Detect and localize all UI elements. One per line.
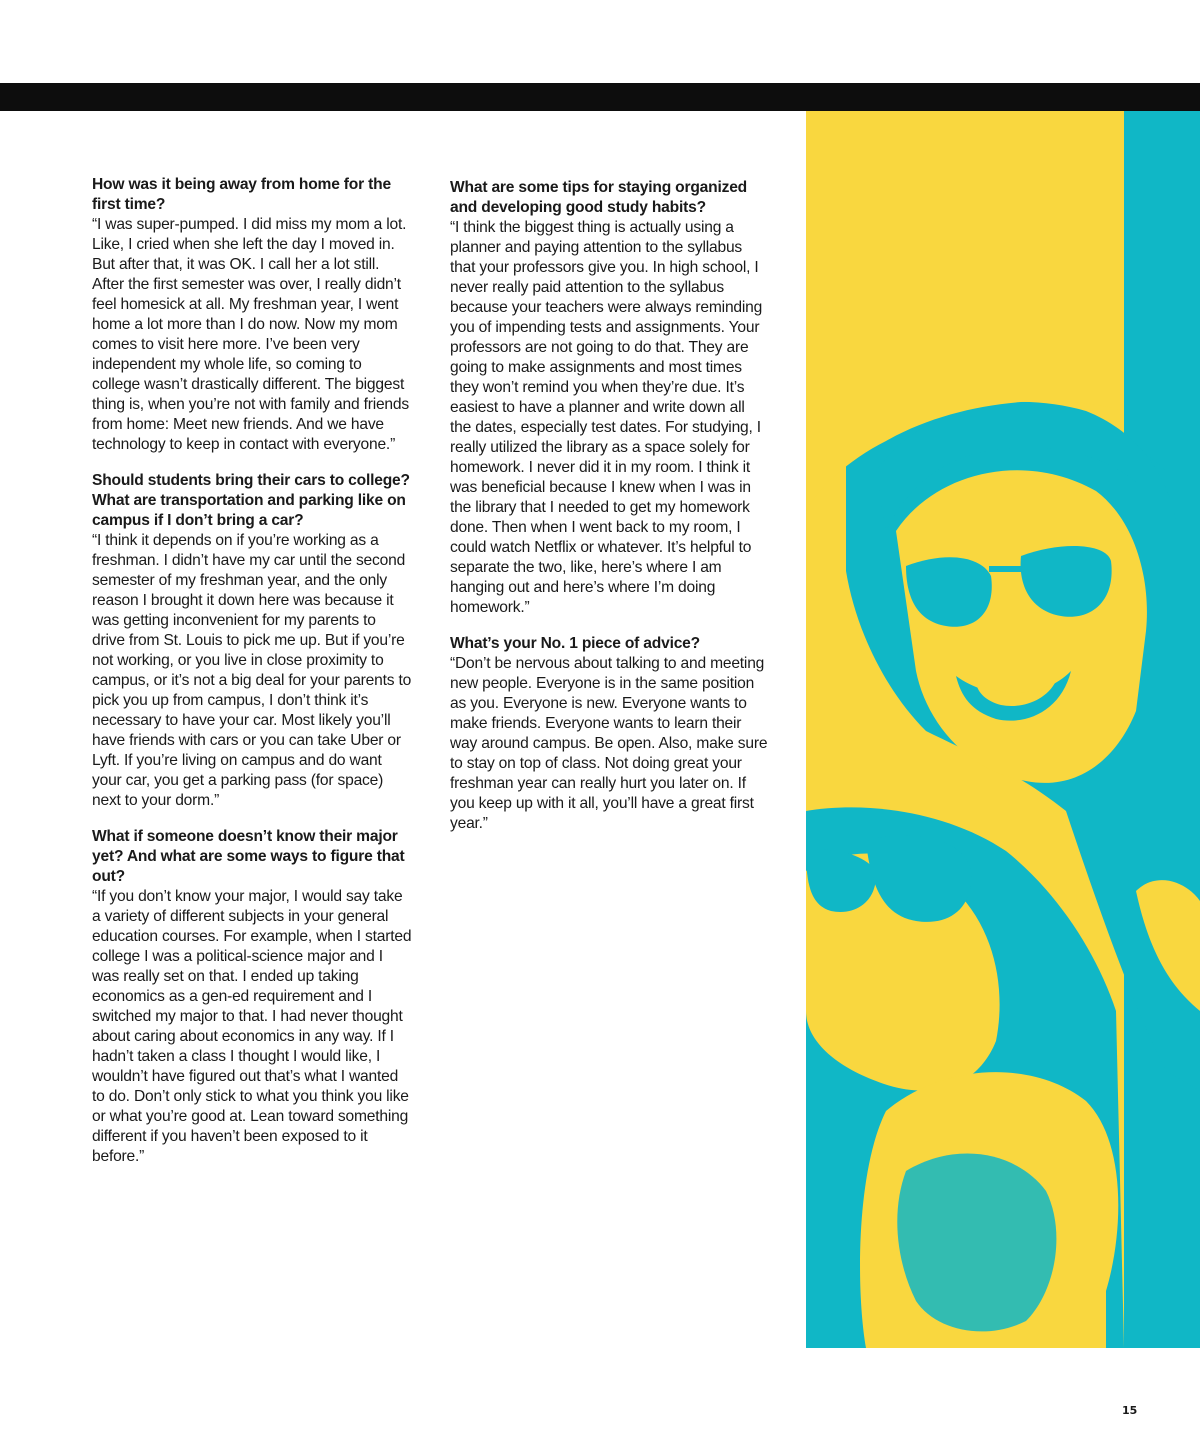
qa-block <box>92 827 412 1167</box>
qa-block <box>92 471 412 811</box>
middle-column <box>450 178 768 850</box>
answer-text: “I think the biggest thing is actually using a planner and paying attention to the syllabus that your professors give you. In high school, I never really paid attention to the syllabus because your teachers were always reminding you of impending tests and assignments. Your professors are not going to do that. They are going to make assignments and most times they won’t remind you when they’re due. It’s easiest to have a planner and write down all the dates, especially test dates. For studying, I really utilized the library as a space solely for homework. I never did it in my room. I think it was beneficial because I knew when I was in the library that I needed to get my homework done. Then when I went back to my room, I could watch Netflix or whatever. It’s helpful to separate the two, like, here’s where I am hanging out and here’s where I’m doing homework.” <box>450 219 763 616</box>
answer-text: “I think it depends on if you’re working as a freshman. I didn’t have my car until the second semester of my freshman year, and the only reason I brought it down here was because it was getting inconvenient for my parents to drive from St. Louis to pick me up. But if you’re not working, or you live in close proximity to campus, or it’s not a big deal for your parents to pick you up from campus, I don’t think it’s necessary to have your car. Most likely you’ll have friends with cars or you can take Uber or Lyft. If you’re living on campus and do want your car, you get a parking pass (for space) next to your dorm.” <box>92 532 412 809</box>
qa-block <box>450 634 768 834</box>
top-black-bar <box>0 83 1200 111</box>
qa-block <box>92 175 412 455</box>
answer-text: “I was super-pumped. I did miss my mom a lot. Like, I cried when she left the day I moved in. But after that, it was OK. I call her a lot still. After the first semester was over, I really didn’t feel homesick at all. My freshman year, I went home a lot more than I do now. Now my mom comes to visit here more. I’ve been very independent my whole life, so coming to college wasn’t drastically different. The biggest thing is, when you’re not with family and friends from home: Meet new friends. And we have technology to keep in contact with everyone.” <box>92 216 409 453</box>
qa-block <box>450 178 768 618</box>
page-number: 15 <box>1122 1404 1138 1417</box>
answer-text: “Don’t be nervous about talking to and meeting new people. Everyone is in the same position as you. Everyone is new. Everyone wants to make friends. Everyone wants to learn their way around campus. Be open. Also, make sure to stay on top of class. Not doing great your freshman year can really hurt you later on. If you keep up with it all, you’ll have a great first year.” <box>450 655 768 832</box>
question-heading: What’s your No. 1 piece of advice? <box>450 635 700 652</box>
answer-text: “If you don’t know your major, I would say take a variety of different subjects in your general education courses. For example, when I started college I was a political-science major and I was really set on that. I ended up taking economics as a gen-ed requirement and I switched my major to that. I had never thought about caring about economics in any way. If I hadn’t taken a class I thought I would like, I wouldn’t have figured out that’s what I wanted to do. Don’t only stick to what you think you like or what you’re good at. Lean toward something different if you haven’t been exposed to it before.” <box>92 888 412 1165</box>
question-heading: How was it being away from home for the first time? <box>92 176 391 213</box>
question-heading: Should students bring their cars to college? What are transportation and parking like on campus if I don’t bring a car? <box>92 472 410 529</box>
question-heading: What are some tips for staying organized and developing good study habits? <box>450 179 747 216</box>
question-heading: What if someone doesn’t know their major yet? And what are some ways to figure that out? <box>92 828 405 885</box>
left-column <box>92 175 412 1183</box>
duotone-photo-students <box>806 111 1200 1348</box>
